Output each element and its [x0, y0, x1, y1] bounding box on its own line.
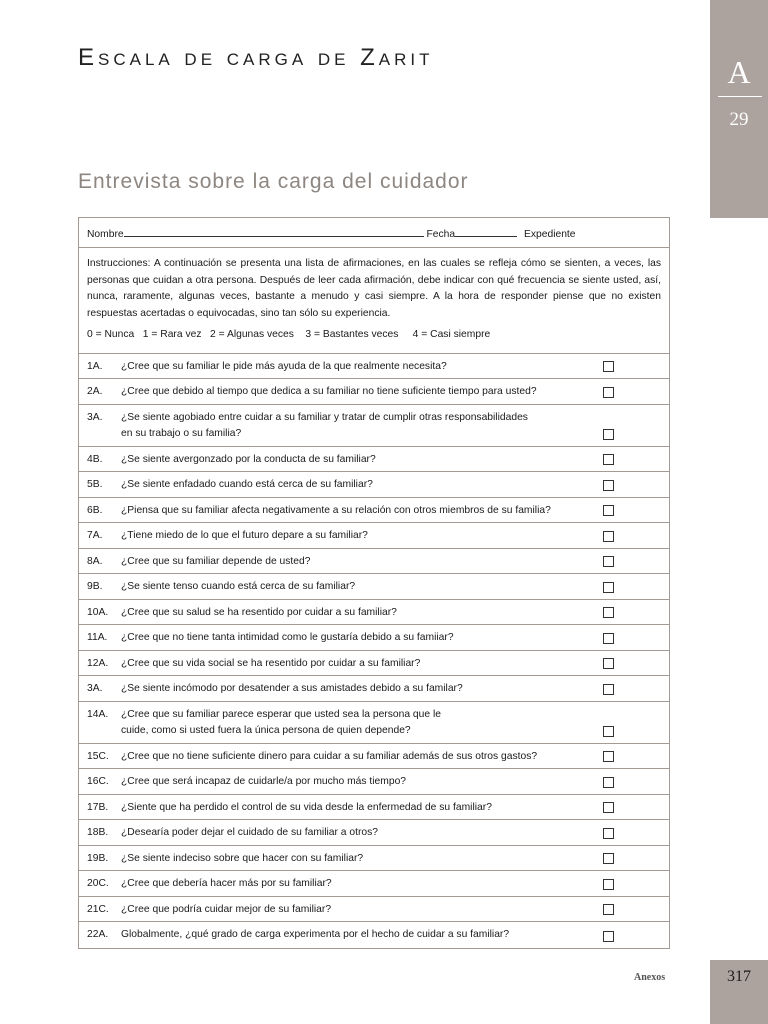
footer-label: Anexos	[634, 972, 666, 983]
question-text: Globalmente, ¿qué grado de carga experimenta por el hecho de cuidar a su familiar?	[121, 929, 510, 941]
answer-checkbox[interactable]	[603, 879, 614, 890]
question-text	[121, 707, 441, 739]
answer-checkbox[interactable]	[603, 828, 614, 839]
answer-checkbox[interactable]	[603, 505, 614, 516]
question-text: ¿Se siente indeciso sobre que hacer con su familiar?	[121, 852, 364, 864]
question-row	[79, 820, 669, 846]
question-row	[79, 405, 669, 447]
question-text: ¿Cree que su salud se ha resentido por cuidar a su familiar?	[121, 606, 397, 618]
answer-checkbox[interactable]	[603, 361, 614, 372]
question-text: ¿Cree que debido al tiempo que dedica a su familiar no tiene suficiente tiempo para usted?	[121, 386, 537, 398]
answer-checkbox[interactable]	[603, 777, 614, 788]
question-row	[79, 523, 669, 549]
question-row	[79, 574, 669, 600]
answer-checkbox[interactable]	[603, 633, 614, 644]
question-text: ¿Cree que será incapaz de cuidarle/a por mucho más tiempo?	[121, 776, 407, 788]
question-text: ¿Se siente incómodo por desatender a sus amistades debido a su familar?	[121, 683, 463, 695]
answer-checkbox[interactable]	[603, 429, 614, 440]
question-number: 18B.	[87, 827, 109, 839]
question-row	[79, 676, 669, 702]
page-number: 317	[727, 968, 751, 985]
question-number: 16C.	[87, 776, 109, 788]
date-label: Fecha	[426, 229, 456, 240]
answer-checkbox[interactable]	[603, 726, 614, 737]
record-label: Expediente	[524, 229, 576, 240]
question-text: ¿Cree que su familiar depende de usted?	[121, 555, 311, 567]
question-row	[79, 651, 669, 677]
question-row	[79, 744, 669, 770]
answer-checkbox[interactable]	[603, 480, 614, 491]
question-row	[79, 600, 669, 626]
question-number: 14A.	[87, 708, 109, 720]
question-text-line: ¿Se siente agobiado entre cuidar a su familiar y tratar de cumplir otras responsabilidades	[121, 411, 528, 423]
question-text: ¿Desearía poder dejar el cuidado de su familiar a otros?	[121, 827, 378, 839]
answer-checkbox[interactable]	[603, 607, 614, 618]
question-number: 21C.	[87, 903, 109, 915]
question-text: ¿Cree que no tiene suficiente dinero para cuidar a su familiar además de sus otros gastos?	[121, 750, 538, 762]
answer-checkbox[interactable]	[603, 751, 614, 762]
answer-checkbox[interactable]	[603, 931, 614, 942]
form-header-row	[79, 218, 669, 248]
question-row	[79, 702, 669, 744]
question-text: ¿Cree que debería hacer más por su familiar?	[121, 878, 332, 890]
questionnaire-form	[78, 217, 670, 949]
question-text-line: cuide, como si usted fuera la única persona de quien depende?	[121, 724, 411, 736]
question-number: 3A.	[87, 411, 103, 423]
question-row	[79, 498, 669, 524]
question-number: 6B.	[87, 504, 103, 516]
answer-checkbox[interactable]	[603, 454, 614, 465]
question-number: 8A.	[87, 555, 103, 567]
question-text: ¿Se siente tenso cuando está cerca de su familiar?	[121, 581, 356, 593]
question-text-line: en su trabajo o su familia?	[121, 427, 242, 439]
side-tab-divider	[718, 96, 762, 97]
question-number: 17B.	[87, 801, 109, 813]
answer-checkbox[interactable]	[603, 802, 614, 813]
question-text: ¿Cree que podría cuidar mejor de su familiar?	[121, 903, 332, 915]
question-text: ¿Cree que su vida social se ha resentido por cuidar a su familiar?	[121, 657, 421, 669]
question-number: 3A.	[87, 683, 103, 695]
page-subtitle: Entrevista sobre la carga del cuidador	[78, 170, 469, 193]
question-number: 2A.	[87, 386, 103, 398]
answer-checkbox[interactable]	[603, 582, 614, 593]
answer-checkbox[interactable]	[603, 531, 614, 542]
question-number: 19B.	[87, 852, 109, 864]
question-number: 15C.	[87, 750, 109, 762]
page-title: Escala de carga de Zarit	[78, 44, 434, 71]
instructions-text: Instrucciones: A continuación se presenta una lista de afirmaciones, en las cuales se refleja cómo se sienten, a veces, las personas que cuidan a otra persona. Después de leer cada afirmación, debe indicar con qué frecuencia se siente usted, así, nunca, raramente, algunas veces, bastante a menudo y casi siempre. A la hora de responder piense que no existen respuestas acertadas o equivocadas, sino tan sólo su experiencia.	[87, 258, 661, 319]
question-row	[79, 447, 669, 473]
answer-checkbox[interactable]	[603, 387, 614, 398]
question-row	[79, 795, 669, 821]
question-number: 12A.	[87, 657, 109, 669]
question-row	[79, 871, 669, 897]
question-row	[79, 769, 669, 795]
question-number: 10A.	[87, 606, 109, 618]
question-row	[79, 625, 669, 651]
question-text-line: ¿Cree que su familiar parece esperar que usted sea la persona que le	[121, 708, 441, 720]
question-text: ¿Se siente enfadado cuando está cerca de su familiar?	[121, 479, 373, 491]
side-tab-letter: A	[727, 54, 751, 90]
question-number: 9B.	[87, 581, 103, 593]
question-row	[79, 846, 669, 872]
question-number: 5B.	[87, 479, 103, 491]
question-row	[79, 549, 669, 575]
question-number: 20C.	[87, 878, 109, 890]
answer-checkbox[interactable]	[603, 904, 614, 915]
question-row	[79, 897, 669, 923]
question-number: 4B.	[87, 453, 103, 465]
date-field[interactable]	[455, 225, 517, 237]
question-number: 1A.	[87, 360, 103, 372]
answer-checkbox[interactable]	[603, 658, 614, 669]
question-list	[79, 354, 669, 948]
question-text: ¿Cree que su familiar le pide más ayuda de la que realmente necesita?	[121, 360, 447, 372]
question-text: ¿Piensa que su familiar afecta negativamente a su relación con otros miembros de su familia?	[121, 504, 551, 516]
question-text: ¿Siente que ha perdido el control de su vida desde la enfermedad de su familiar?	[121, 801, 492, 813]
question-text: ¿Tiene miedo de lo que el futuro depare a su familiar?	[121, 530, 368, 542]
question-row	[79, 922, 669, 948]
answer-checkbox[interactable]	[603, 684, 614, 695]
question-text: ¿Se siente avergonzado por la conducta de su familiar?	[121, 453, 376, 465]
question-text	[121, 410, 528, 442]
response-scale: 0 = Nunca 1 = Rara vez 2 = Algunas veces 3 = Bastantes veces 4 = Casi siempre	[87, 329, 491, 341]
question-row	[79, 379, 669, 405]
question-row	[79, 354, 669, 380]
instructions-block	[79, 248, 669, 354]
question-number: 11A.	[87, 632, 108, 644]
answer-checkbox[interactable]	[603, 853, 614, 864]
name-label: Nombre	[87, 229, 124, 240]
question-number: 22A.	[87, 929, 109, 941]
answer-checkbox[interactable]	[603, 556, 614, 567]
question-text: ¿Cree que no tiene tanta intimidad como le gustaría debido a su famiiar?	[121, 632, 454, 644]
name-field[interactable]	[124, 225, 424, 237]
side-tab	[710, 0, 768, 218]
question-number: 7A.	[87, 530, 103, 542]
side-tab-number: 29	[729, 109, 749, 130]
question-row	[79, 472, 669, 498]
footer-tab	[710, 960, 768, 1024]
